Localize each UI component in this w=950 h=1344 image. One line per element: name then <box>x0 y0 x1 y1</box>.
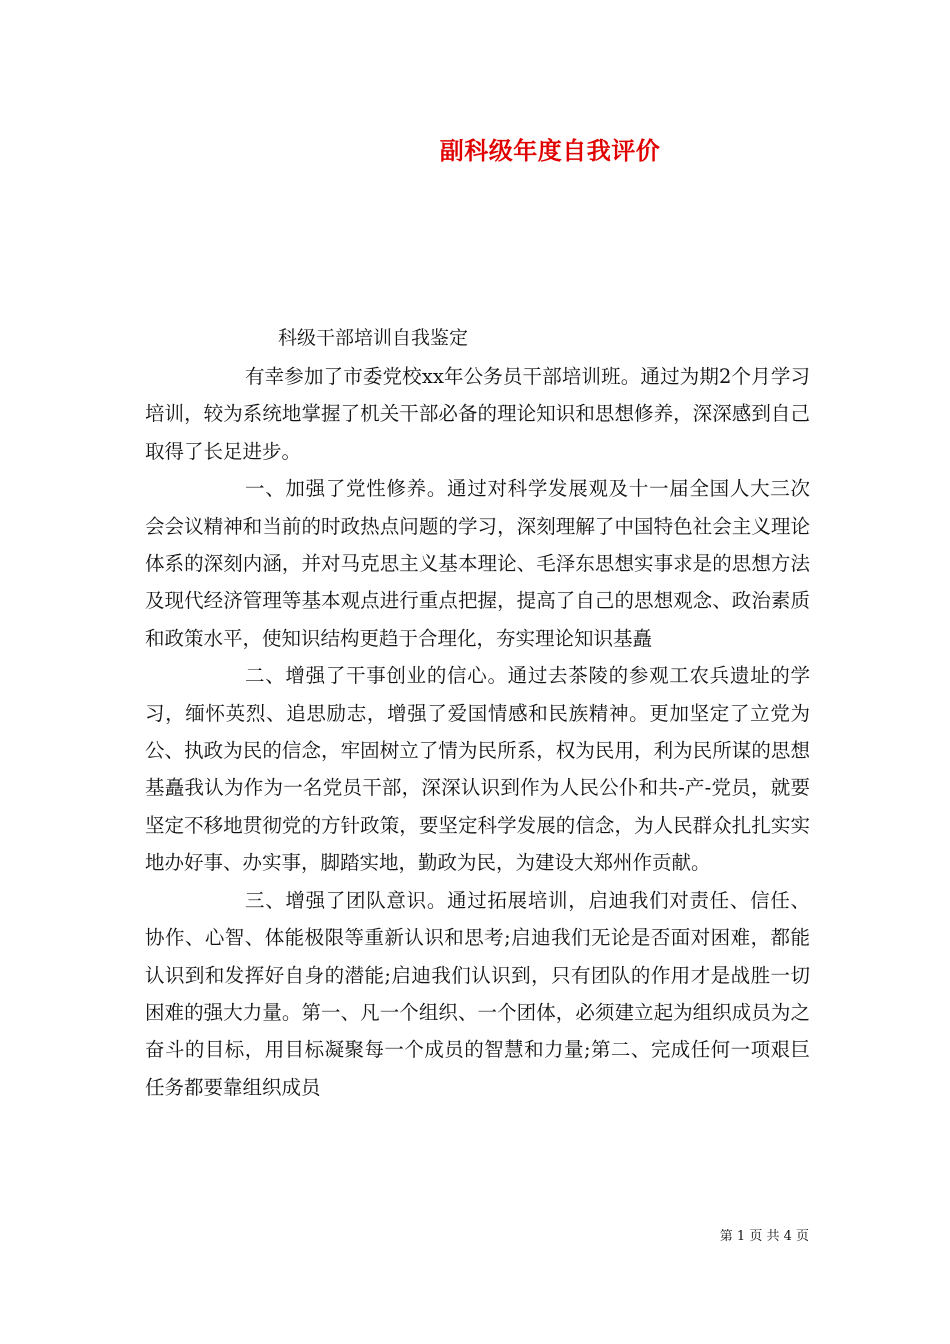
paragraph-intro: 有幸参加了市委党校xx年公务员干部培训班。通过为期2个月学习培训，较为系统地掌握了机关干部必备的理论知识和思想修养，深深感到自己取得了长足进步。 <box>145 365 810 463</box>
paragraph-career-confidence: 二、增强了干事创业的信心。通过去茶陵的参观工农兵遗址的学习，缅怀英烈、追思励志，增强了爱国情感和民族精神。更加坚定了立党为公、执政为民的信念，牢固树立了情为民所系，权为民用，利为民所谋的思想基矗我认为作为一名党员干部，深深认识到作为人民公仆和共-产-党员，就要坚定不移地贯彻党的方针政策，要坚定科学发展的信念，为人民群众扎扎实实地办好事、办实事，脚踏实地，勤政为民，为建设大郑州作贡献。 <box>145 664 810 875</box>
paragraph-party-spirit: 一、加强了党性修养。通过对科学发展观及十一届全国人大三次会会议精神和当前的时政热点问题的学习，深刻理解了中国特色社会主义理论体系的深刻内涵，并对马克思主义基本理论、毛泽东思想实事求是的思想方法及现代经济管理等基本观点进行重点把握，提高了自己的思想观念、政治素质和政策水平，使知识结构更趋于合理化，夯实理论知识基矗 <box>145 477 810 650</box>
paragraph-team-awareness: 三、增强了团队意识。通过拓展培训，启迪我们对责任、信任、协作、心智、体能极限等重新认识和思考;启迪我们无论是否面对困难，都能认识到和发挥好自身的潜能;启迪我们认识到，只有团队的作用才是战胜一切困难的强大力量。第一、凡一个组织、一个团体，必须建立起为组织成员为之奋斗的目标，用目标凝聚每一个成员的智慧和力量;第二、完成任何一项艰巨任务都要靠组织成员 <box>145 888 810 1099</box>
document-title: 副科级年度自我评价 <box>439 136 661 165</box>
page-number-footer: 第 1 页 共 4 页 <box>719 1229 809 1244</box>
document-subtitle: 科级干部培训自我鉴定 <box>278 327 469 349</box>
document-body <box>145 358 810 1106</box>
